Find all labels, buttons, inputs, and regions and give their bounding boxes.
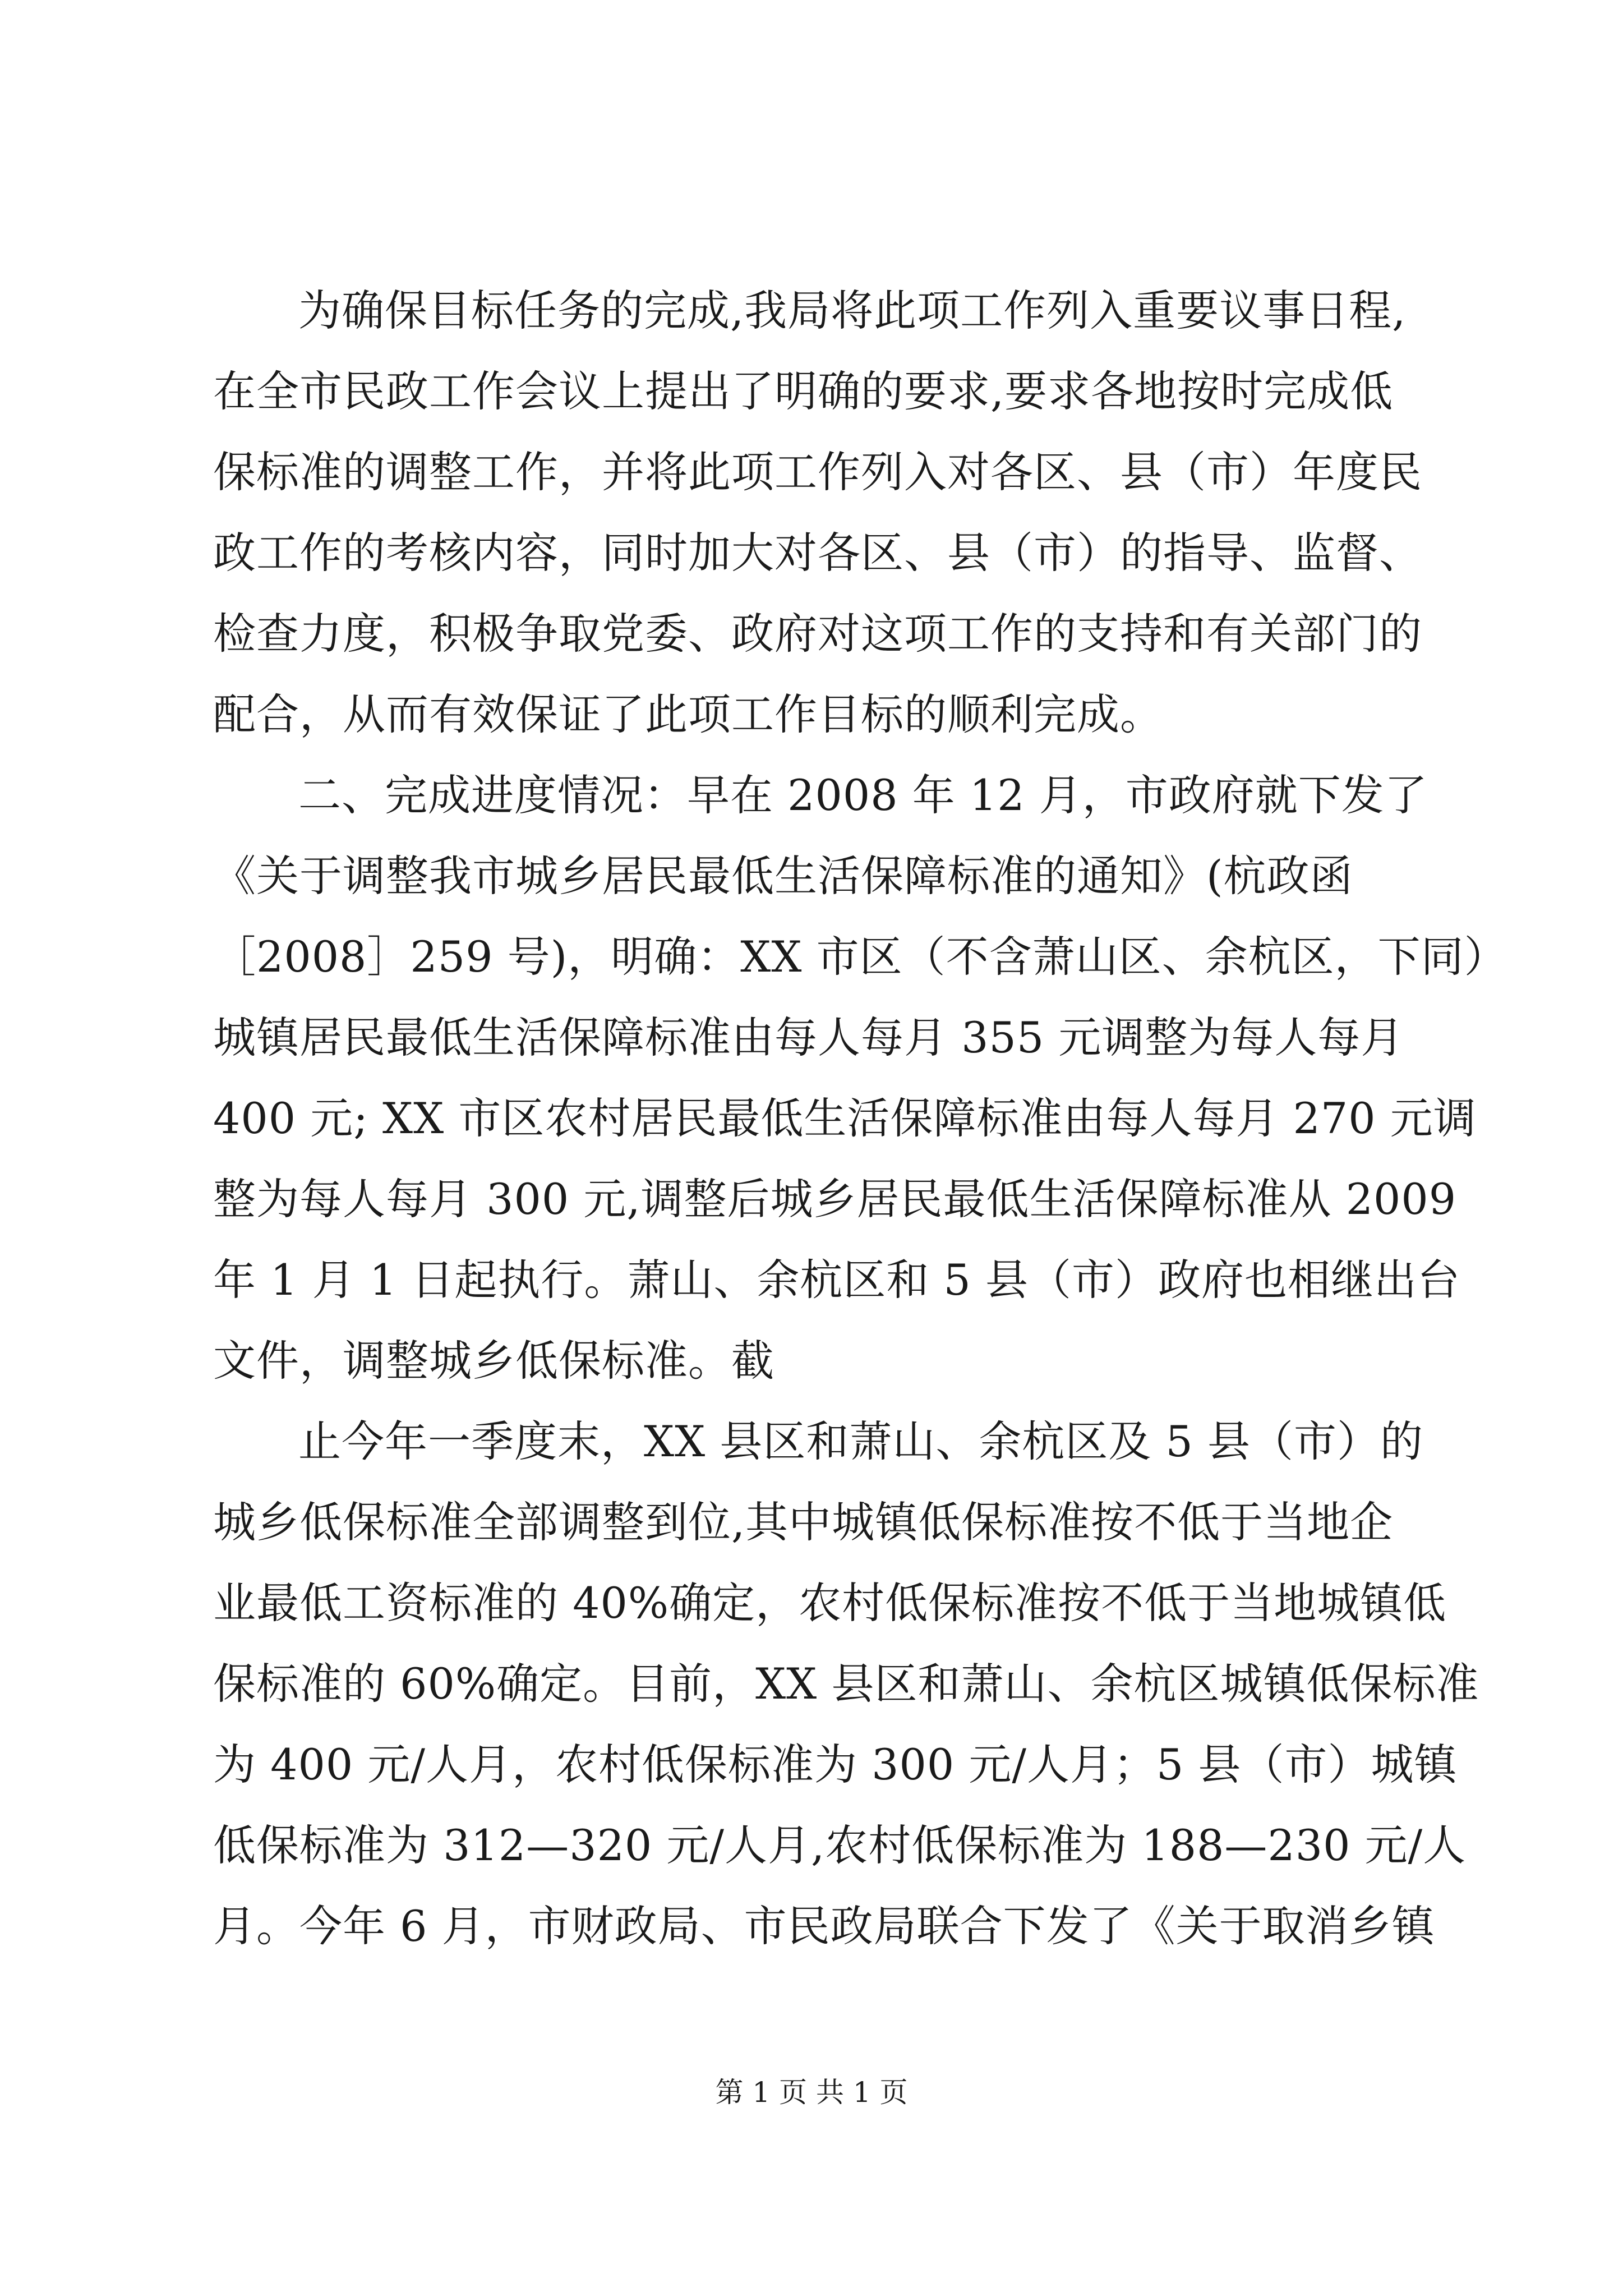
text-line: 城镇居民最低生活保障标准由每人每月 355 元调整为每人每月 <box>213 1013 1404 1062</box>
text-line: 政工作的考核内容，同时加大对各区、县（市）的指导、监督、 <box>213 528 1422 578</box>
text-line: 保标准的 60%确定。目前，XX 县区和萧山、余杭区城镇低保标准 <box>213 1659 1479 1709</box>
text-line: ［2008］259 号)，明确：XX 市区（不含萧山区、余杭区，下同） <box>213 932 1507 982</box>
text-line: 为确保目标任务的完成,我局将此项工作列入重要议事日程, <box>298 286 1407 335</box>
text-line: 年 1 月 1 日起执行。萧山、余杭区和 5 县（市）政府也相继出台 <box>213 1255 1461 1305</box>
text-line: 《关于调整我市城乡居民最低生活保障标准的通知》(杭政函 <box>213 851 1353 901</box>
text-line: 文件，调整城乡低保标准。截 <box>213 1336 774 1386</box>
text-line: 业最低工资标准的 40%确定，农村低保标准按不低于当地城镇低 <box>213 1578 1447 1628</box>
document-body <box>213 270 1507 1967</box>
text-line: 整为每人每月 300 元,调整后城乡居民最低生活保障标准从 2009 <box>213 1174 1457 1224</box>
page-footer <box>0 2070 1623 2110</box>
text-line: 在全市民政工作会议上提出了明确的要求,要求各地按时完成低 <box>213 366 1394 416</box>
text-line: 为 400 元/人月，农村低保标准为 300 元/人月；5 县（市）城镇 <box>213 1740 1458 1789</box>
text-line: 城乡低保标准全部调整到位,其中城镇低保标准按不低于当地企 <box>213 1497 1394 1547</box>
text-line: 保标准的调整工作，并将此项工作列入对各区、县（市）年度民 <box>213 447 1422 497</box>
text-line: 二、完成进度情况：早在 2008 年 12 月，市政府就下发了 <box>298 770 1428 820</box>
text-line: 检查力度，积极争取党委、政府对这项工作的支持和有关部门的 <box>213 609 1422 659</box>
page-number-label: 第 1 页 共 1 页 <box>715 2076 908 2109</box>
text-line: 低保标准为 312—320 元/人月,农村低保标准为 188—230 元/人 <box>213 1820 1467 1870</box>
text-line: 400 元; XX 市区农村居民最低生活保障标准由每人每月 270 元调 <box>213 1093 1477 1143</box>
text-line: 月。今年 6 月，市财政局、市民政局联合下发了《关于取消乡镇 <box>213 1901 1435 1951</box>
text-line: 配合，从而有效保证了此项工作目标的顺利完成。 <box>213 689 1163 739</box>
text-line: 止今年一季度末，XX 县区和萧山、余杭区及 5 县（市）的 <box>298 1416 1424 1466</box>
